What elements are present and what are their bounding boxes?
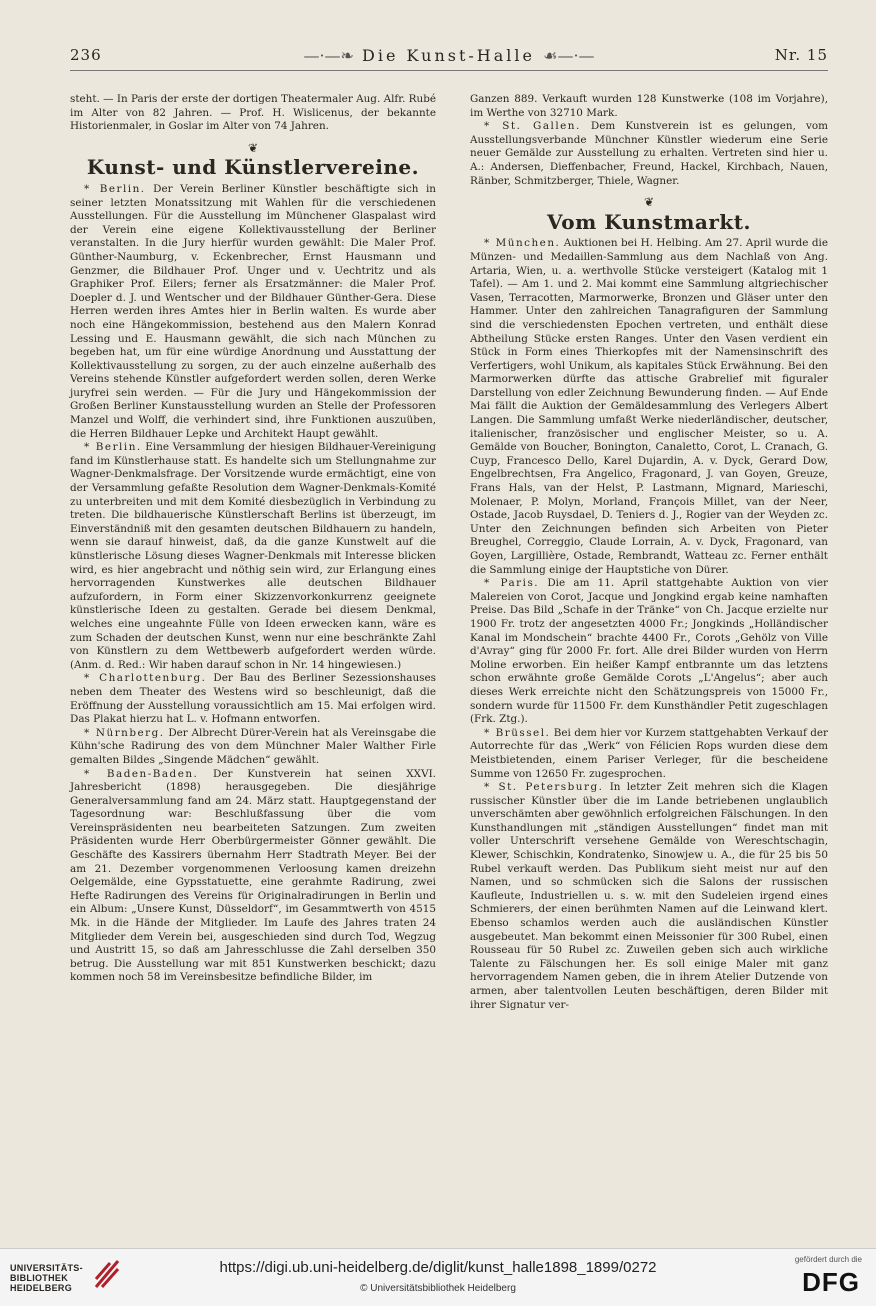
library-name: UNIVERSITÄTS- BIBLIOTHEK HEIDELBERG [10, 1263, 83, 1293]
paragraph-text: Der Albrecht Dürer-Verein hat als Vereinsgabe die Kühn'sche Radirung des von dem Münchner Maler Walther Firle gemalten Bildes „Singende Mädchen“ gewählt. [70, 726, 436, 766]
copyright-notice: © Universitätsbibliothek Heidelberg [360, 1283, 516, 1294]
ornament-right-icon: ☙—·— [543, 46, 595, 65]
article-paragraph [470, 120, 828, 188]
article-paragraph [470, 781, 828, 1012]
right-column [470, 93, 828, 1012]
article-paragraph [70, 441, 436, 672]
paragraph-lead: * Charlottenburg. [84, 672, 207, 685]
section-title-kunstmarkt: Vom Kunstmarkt. [547, 209, 751, 234]
right-paragraphs-top [470, 120, 828, 188]
running-header [70, 44, 828, 70]
right-paragraphs [470, 237, 828, 1012]
header-rule [70, 70, 828, 71]
article-paragraph [70, 727, 436, 768]
paragraph-text: In letzter Zeit mehren sich die Klagen russischer Künstler über die im Lande betriebenen unglaublich unverschämten aber gewöhnlich erfolgreichen Fälschungen. In den Kunsthandlungen mit „ständigen Ausstellungen“ findet man mit voller Unterschrift versehene Gemälde von Wereschtschagin, Klewer, Schischkin, Kondratenko, Sinowjew u. A., die für 25 bis 50 Rubel verkauft werden. Das Publikum sieht meist nur auf den Namen, und so schmücken sich die Salons der russischen Kaufleute, Industriellen u. s. w. mit den Sudeleien irgend eines Schmierers, der einen berühmten Namen auf die Leinwand klert. Ebenso schamlos werden auch die ausländischen Künstler ausgebeutet. Man bekommt einen Meissonier für 300 Rubel, einen Rousseau für 50 Rubel zc. Zuweilen geben sich auch wirkliche Talente zu Fälschungen her. Es soll einige Maler mit ganz hervorragendem Namen geben, die in ihrem Atelier Dutzende von armen, aber talentvollen Leuten beschäftigen, deren Bilder mit ihrer Signatur ver- [470, 781, 829, 1011]
journal-title [70, 46, 828, 65]
paragraph-lead: * München. [484, 237, 561, 250]
paragraph-lead: * Berlin. [84, 441, 142, 454]
journal-title-text: Die Kunst-Halle [362, 46, 535, 65]
paragraph-text: Dem Kunstverein ist es gelungen, vom Ausstellungsverbande Münchner Künstler wiederum eine Serie neuer Gemälde zur Ausstellung zu erhalten. Vertreten sind hier u. A.: Andersen, Dieffenbacher, Freund, Hackel, Kirchbach, Nauen, Ränber, Schmitzberger, Thiele, Wagner. [470, 120, 828, 187]
paragraph-text: Eine Versammlung der hiesigen Bildhauer-Vereinigung fand im Künstlerhause statt. Es handelte sich um Stellungnahme zur Wagner-Denkmalsfrage. Der Vorsitzende wurde ermächtigt, eine von der Versammlung gefaßte Resolution dem Wagner-Denkmals-Komité zu unterbreiten und mit dem Komité diesbezüglich in Verbindung zu treten. Die bildhauerische Künstlerschaft Berlins ist überzeugt, im Einverständniß mit den gesamten deutschen Bildhauern zu handeln, wenn sie darauf hinweist, daß, da die ganze Kunstwelt auf die künstlerische Lösung dieses Wagner-Denkmals mit Interesse blicken wird, es hier angebracht und nöthig sein wird, zur Erlangung eines hervorragenden Kunstwerkes alle deutschen Bildhauer aufzufordern, in Form einer Skizzenvorkonkurrenz geeignete künstlerische Ideen zu gestalten. Gerade bei diesem Denkmal, welches eine ungeahnte Fülle von Ideen erwecken kann, wäre es zum Schaden der deutschen Kunst, wenn nur eine beschränkte Zahl von Künstlern zu dem Wettbewerb aufgefordert werden würde. (Anm. d. Red.: Wir haben darauf schon in Nr. 14 hingewiesen.) [70, 441, 436, 671]
paragraph-text: Bei dem hier vor Kurzem stattgehabten Verkauf der Autorrechte für das „Werk“ von Félicien Rops wurden diese dem Meistbietenden, einem Pariser Verleger, für die bescheidene Summe von 12650 Fr. zugesprochen. [470, 726, 828, 780]
article-paragraph [470, 727, 828, 781]
article-paragraph [70, 183, 436, 441]
fleuron-icon: ❦ [643, 195, 655, 210]
permalink-url[interactable]: https://digi.ub.uni-heidelberg.de/diglit/kunst_halle1898_1899/0272 [219, 1259, 657, 1276]
left-intro: steht. — In Paris der erste der dortigen Theatermaler Aug. Alfr. Rubé im Alter von 82 Jahren. — Prof. H. Wislicenus, der bekannte Historienmaler, in Goslar im Alter von 74 Jahren. [70, 93, 436, 133]
viewer-footer [0, 1248, 876, 1306]
right-intro: Ganzen 889. Verkauft wurden 128 Kunstwerke (108 im Vorjahre), im Werthe von 32710 Mark. [470, 93, 828, 119]
section-title-vereine: Kunst- und Künstlervereine. [86, 155, 420, 180]
article-paragraph [70, 768, 436, 986]
paragraph-text: Der Verein Berliner Künstler beschäftigte sich in seiner letzten Monatssitzung mit Wahlen für die verschiedenen Ausstellungen. Für die Ausstellung im Münchener Glaspalast wird der Verein eine eigene Kollektivausstellung der Berliner veranstalten. In die Jury hierfür wurden gewählt: Die Maler Prof. Günther-Naumburg, v. Eckenbrecher, Ernst Hausmann und Genzmer, die Bildhauer Prof. Unger und v. Uechtritz und als Graphiker Prof. Eilers; ferner als Ersatzmänner: die Maler Prof. Doepler d. J. und Wentscher und der Bildhauer Günther-Gera. Diese Herren werden ihres Amtes hier in Berlin walten. Es wurde aber noch eine Hängekommission, bestehend aus den Malern Konrad Lessing und E. Hausmann gewählt, die sich nach München zu begeben hat, um für eine würdige Anordnung und Ausstattung der Kollektivausstellung zu sorgen, zu der auch einzelne außerhalb des Vereins stehende Künstler aufgefordert werden sollen, deren Werke juryfrei sein werden. — Für die Jury und Hängekommission der Großen Berliner Kunstausstellung wurden an Stelle der Professoren Manzel und Wolff, die verhindert sind, ihre Funktionen auszuüben, die Herren Bildhauer Lepke und Architekt Haupt gewählt. [70, 182, 436, 440]
left-paragraphs [70, 183, 436, 985]
paragraph-lead: * Nürnberg. [84, 726, 165, 739]
ornament-left-icon: —·—❧ [303, 46, 354, 65]
dfg-logo: DFG [802, 1267, 860, 1297]
fleuron-icon: ❦ [247, 140, 259, 155]
paragraph-lead: * St. Gallen. [484, 120, 581, 133]
paragraph-lead: * Brüssel. [484, 726, 551, 739]
funded-by-label: gefördert durch die [794, 1255, 862, 1264]
paragraph-text: Die am 11. April stattgehabte Auktion von vier Malereien von Corot, Jacque und Jongkind ergab keine namhaften Preise. Das Bild „Schafe in der Tränke“ von Ch. Jacque erzielte nur 1900 Fr. trotz der angesetzten 4000 Fr.; Jongkinds „Holländischer Kanal im Mondschein“ brachte 4400 Fr., Corots „Gehölz von Ville d'Avray“ ging für 2000 Fr. fort. Alle drei Bilder wurden von Herrn Moline erworben. Ein heißer Kampf entbrannte um das letztens schon erwähnte große Gemälde Corots „L'Angelus“; aber auch dieses Werk erreichte nicht den Schätzungspreis von 15000 Fr., sondern wurde für 11500 Fr. dem Kunsthändler Petit zugeschlagen (Frk. Ztg.). [470, 577, 828, 726]
page-number: 236 [70, 46, 102, 64]
paragraph-lead: * St. Petersburg. [484, 781, 604, 794]
paragraph-text: Der Kunstverein hat seinen XXVI. Jahresbericht (1898) herausgegeben. Die diesjährige Generalversammlung fand am 24. März statt. Hauptgegenstand der Tagesordnung war: Beschlußfassung über die vom Vereinspräsidenten neu bearbeiteten Satzungen. Zum zweiten Präsidenten wurde Herr Oberbürgermeister Gönner gewählt. Die Geschäfte des Kassirers übernahm Herr Stadtrath Meyer. Bei der am 21. Dezember vorgenommenen Verloosung kamen dreizehn Oelgemälde, eine Gypsstatuette, eine gerahmte Radirung, zwei Hefte Radirungen des Vereins für Originalradirungen in Berlin und ein Album: „Unsere Kunst, Düsseldorf“, im Gesammtwerth von 4515 Mk. in die Hände der Mitglieder. Im Laufe des Jahres traten 24 Mitglieder dem Verein bei, ausgeschieden sind durch Tod, Wegzug und Austritt 15, so daß am Jahresschlusse die Zahl derselben 350 betrug. Die Ausstellung war mit 851 Kunstwerken beschickt; dazu kommen noch 58 im Vereinsbesitze befindliche Bilder, im [70, 767, 436, 984]
paragraph-lead: * Paris. [484, 577, 540, 590]
paragraph-text: Auktionen bei H. Helbing. Am 27. April wurde die Münzen- und Medaillen-Sammlung aus dem Nachlaß von Ang. Artaria, Wien, u. a. werthvolle Stücke versteigert (Katalog mit 1 Tafel). — Am 1. und 2. Mai kommt eine Sammlung altgriechischer Vasen, Terracotten, Marmorwerke, Bronzen und Gläser unter den Hammer. Unter den zahlreichen Tanagrafiguren der Sammlung sind die verschiedensten Epochen vertreten, und enthält diese Abtheilung Stücke ersten Ranges. Unter den Vasen verdient ein Stück in Form eines Thierkopfes mit der Namensinschrift des Verfertigers, wohl Unikum, als kapitales Stück Erwähnung. Bei den Marmorwerken dürfte das attische Grabrelief mit figuraler Darstellung von edler Zeichnung Bewunderung finden. — Auf Ende Mai fällt die Auktion der Gemäldesammlung des Verlegers Albert Langen. Die Sammlung umfaßt Werke niederländischer, deutscher, italienischer, französischer und englischer Meister, so u. A. Gemälde von Boucher, Bonington, Canaletto, Corot, L. Cranach, G. Cuyp, Francesco Dello, Karel Dujardin, A. v. Dyck, Gerard Dow, Engelbrechtsen, Fra Angelico, Fragonard, J. van Goyen, Greuze, Frans Hals, van der Helst, P. Lastmann, Mignard, Marieschi, Molenaer, P. Molyn, Morland, François Millet, van der Neer, Ostade, Jacob Ruysdael, D. Teniers d. J., Rogier van der Weyden zc. Unter den Zeichnungen befinden sich Arbeiten von Pieter Breughel, Correggio, Claude Lorrain, A. v. Dyck, Fragonard, van Goyen, Largillière, Ostade, Rembrandt, Watteau zc. Ferner enthält die Sammlung einige der Hauptstiche von Dürer. [470, 237, 828, 576]
left-column [70, 93, 436, 985]
issue-number: Nr. 15 [774, 46, 828, 64]
article-paragraph [470, 237, 828, 577]
paragraph-lead: * Baden-Baden. [84, 767, 199, 780]
paragraph-lead: * Berlin. [84, 182, 146, 195]
article-paragraph [70, 672, 436, 726]
article-paragraph [470, 577, 828, 727]
paragraph-text: Der Bau des Berliner Sezessionshauses neben dem Theater des Westens wird so beschleunigt, daß die Eröffnung der Ausstellung voraussichtlich am 15. Mai erfolgen wird. Das Plakat hierzu hat L. v. Hofmann entworfen. [70, 672, 436, 726]
